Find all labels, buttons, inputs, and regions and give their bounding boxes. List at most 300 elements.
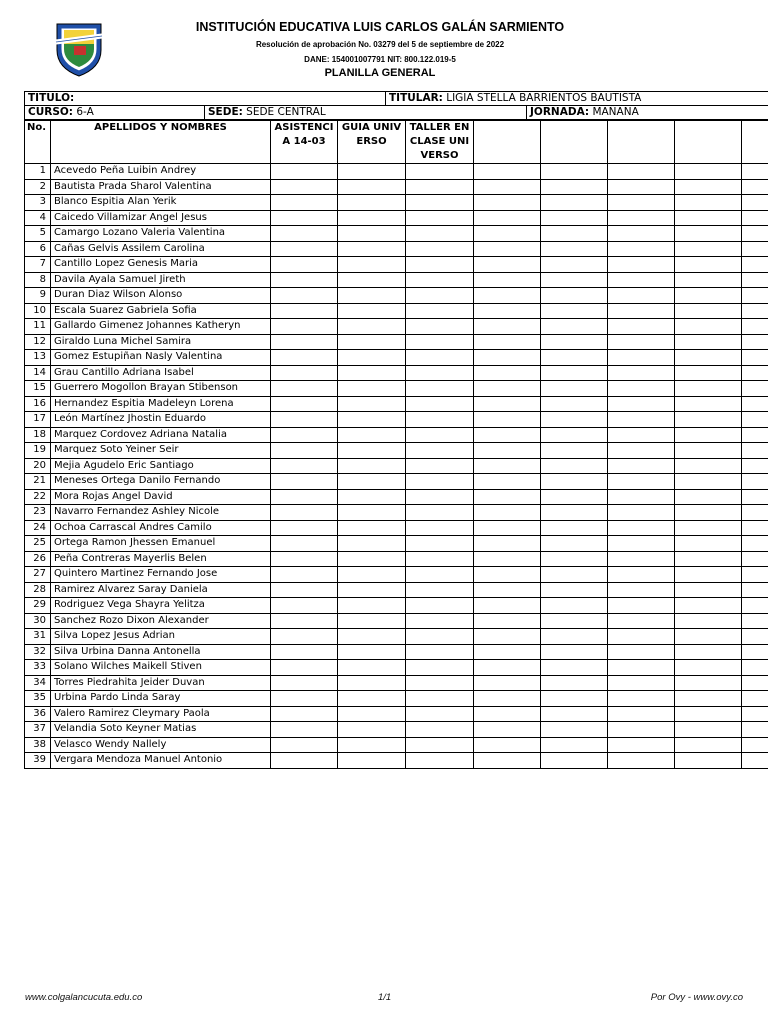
- grade-cell[interactable]: [541, 179, 608, 195]
- grade-cell[interactable]: [675, 365, 742, 381]
- grade-cell[interactable]: [541, 319, 608, 335]
- grade-cell[interactable]: [742, 675, 768, 691]
- grade-cell[interactable]: [406, 598, 474, 614]
- grade-cell[interactable]: [338, 551, 406, 567]
- grade-cell[interactable]: [474, 675, 541, 691]
- grade-cell[interactable]: [675, 350, 742, 366]
- grade-cell[interactable]: [474, 629, 541, 645]
- grade-cell[interactable]: [271, 319, 338, 335]
- grade-cell[interactable]: [271, 598, 338, 614]
- grade-cell[interactable]: [541, 551, 608, 567]
- grade-cell[interactable]: [271, 272, 338, 288]
- grade-cell[interactable]: [608, 288, 675, 304]
- grade-cell[interactable]: [675, 427, 742, 443]
- grade-cell[interactable]: [271, 629, 338, 645]
- grade-cell[interactable]: [675, 536, 742, 552]
- grade-cell[interactable]: [338, 210, 406, 226]
- grade-cell[interactable]: [541, 567, 608, 583]
- grade-cell[interactable]: [675, 319, 742, 335]
- grade-cell[interactable]: [338, 567, 406, 583]
- grade-cell[interactable]: [742, 644, 768, 660]
- grade-cell[interactable]: [541, 257, 608, 273]
- grade-cell[interactable]: [338, 427, 406, 443]
- grade-cell[interactable]: [338, 303, 406, 319]
- grade-cell[interactable]: [541, 365, 608, 381]
- grade-cell[interactable]: [742, 753, 768, 769]
- grade-cell[interactable]: [338, 319, 406, 335]
- grade-cell[interactable]: [406, 551, 474, 567]
- grade-cell[interactable]: [742, 396, 768, 412]
- grade-cell[interactable]: [608, 474, 675, 490]
- grade-cell[interactable]: [406, 334, 474, 350]
- grade-cell[interactable]: [541, 195, 608, 211]
- grade-cell[interactable]: [474, 365, 541, 381]
- grade-cell[interactable]: [608, 458, 675, 474]
- grade-cell[interactable]: [338, 412, 406, 428]
- grade-cell[interactable]: [541, 722, 608, 738]
- grade-cell[interactable]: [742, 381, 768, 397]
- grade-cell[interactable]: [742, 303, 768, 319]
- grade-cell[interactable]: [742, 536, 768, 552]
- grade-cell[interactable]: [406, 629, 474, 645]
- grade-cell[interactable]: [541, 458, 608, 474]
- grade-cell[interactable]: [675, 272, 742, 288]
- grade-cell[interactable]: [271, 241, 338, 257]
- grade-cell[interactable]: [271, 195, 338, 211]
- grade-cell[interactable]: [675, 412, 742, 428]
- grade-cell[interactable]: [608, 257, 675, 273]
- grade-cell[interactable]: [541, 381, 608, 397]
- grade-cell[interactable]: [406, 567, 474, 583]
- grade-cell[interactable]: [675, 474, 742, 490]
- grade-cell[interactable]: [474, 505, 541, 521]
- grade-cell[interactable]: [474, 164, 541, 180]
- grade-cell[interactable]: [338, 334, 406, 350]
- grade-cell[interactable]: [271, 706, 338, 722]
- grade-cell[interactable]: [541, 737, 608, 753]
- grade-cell[interactable]: [271, 474, 338, 490]
- grade-cell[interactable]: [675, 334, 742, 350]
- grade-cell[interactable]: [742, 427, 768, 443]
- grade-cell[interactable]: [338, 288, 406, 304]
- grade-cell[interactable]: [742, 195, 768, 211]
- grade-cell[interactable]: [742, 551, 768, 567]
- grade-cell[interactable]: [271, 226, 338, 242]
- grade-cell[interactable]: [271, 257, 338, 273]
- grade-cell[interactable]: [406, 706, 474, 722]
- grade-cell[interactable]: [675, 567, 742, 583]
- grade-cell[interactable]: [675, 458, 742, 474]
- grade-cell[interactable]: [474, 706, 541, 722]
- grade-cell[interactable]: [271, 443, 338, 459]
- grade-cell[interactable]: [474, 427, 541, 443]
- grade-cell[interactable]: [608, 427, 675, 443]
- grade-cell[interactable]: [474, 474, 541, 490]
- grade-cell[interactable]: [675, 195, 742, 211]
- grade-cell[interactable]: [608, 226, 675, 242]
- grade-cell[interactable]: [742, 660, 768, 676]
- grade-cell[interactable]: [474, 582, 541, 598]
- grade-cell[interactable]: [541, 241, 608, 257]
- grade-cell[interactable]: [742, 164, 768, 180]
- grade-cell[interactable]: [541, 505, 608, 521]
- grade-cell[interactable]: [406, 737, 474, 753]
- grade-cell[interactable]: [608, 195, 675, 211]
- grade-cell[interactable]: [271, 334, 338, 350]
- grade-cell[interactable]: [675, 241, 742, 257]
- grade-cell[interactable]: [541, 753, 608, 769]
- grade-cell[interactable]: [541, 303, 608, 319]
- grade-cell[interactable]: [608, 629, 675, 645]
- grade-cell[interactable]: [271, 412, 338, 428]
- grade-cell[interactable]: [541, 210, 608, 226]
- grade-cell[interactable]: [271, 164, 338, 180]
- grade-cell[interactable]: [675, 613, 742, 629]
- grade-cell[interactable]: [406, 722, 474, 738]
- grade-cell[interactable]: [338, 582, 406, 598]
- grade-cell[interactable]: [608, 675, 675, 691]
- grade-cell[interactable]: [338, 474, 406, 490]
- grade-cell[interactable]: [541, 536, 608, 552]
- grade-cell[interactable]: [675, 644, 742, 660]
- grade-cell[interactable]: [474, 272, 541, 288]
- grade-cell[interactable]: [742, 737, 768, 753]
- grade-cell[interactable]: [608, 303, 675, 319]
- grade-cell[interactable]: [608, 598, 675, 614]
- grade-cell[interactable]: [338, 350, 406, 366]
- grade-cell[interactable]: [541, 226, 608, 242]
- grade-cell[interactable]: [271, 427, 338, 443]
- grade-cell[interactable]: [608, 505, 675, 521]
- grade-cell[interactable]: [338, 381, 406, 397]
- grade-cell[interactable]: [675, 505, 742, 521]
- grade-cell[interactable]: [608, 381, 675, 397]
- grade-cell[interactable]: [474, 195, 541, 211]
- grade-cell[interactable]: [271, 737, 338, 753]
- grade-cell[interactable]: [675, 753, 742, 769]
- grade-cell[interactable]: [338, 226, 406, 242]
- grade-cell[interactable]: [541, 706, 608, 722]
- grade-cell[interactable]: [608, 520, 675, 536]
- grade-cell[interactable]: [608, 210, 675, 226]
- grade-cell[interactable]: [406, 350, 474, 366]
- grade-cell[interactable]: [474, 257, 541, 273]
- grade-cell[interactable]: [675, 675, 742, 691]
- grade-cell[interactable]: [338, 675, 406, 691]
- grade-cell[interactable]: [474, 737, 541, 753]
- grade-cell[interactable]: [608, 241, 675, 257]
- grade-cell[interactable]: [271, 489, 338, 505]
- grade-cell[interactable]: [608, 582, 675, 598]
- grade-cell[interactable]: [742, 582, 768, 598]
- grade-cell[interactable]: [406, 427, 474, 443]
- grade-cell[interactable]: [608, 567, 675, 583]
- grade-cell[interactable]: [406, 164, 474, 180]
- grade-cell[interactable]: [675, 288, 742, 304]
- grade-cell[interactable]: [608, 613, 675, 629]
- grade-cell[interactable]: [406, 319, 474, 335]
- grade-cell[interactable]: [406, 241, 474, 257]
- grade-cell[interactable]: [406, 272, 474, 288]
- grade-cell[interactable]: [742, 319, 768, 335]
- grade-cell[interactable]: [608, 737, 675, 753]
- grade-cell[interactable]: [338, 722, 406, 738]
- grade-cell[interactable]: [675, 396, 742, 412]
- grade-cell[interactable]: [474, 179, 541, 195]
- grade-cell[interactable]: [608, 334, 675, 350]
- grade-cell[interactable]: [675, 737, 742, 753]
- grade-cell[interactable]: [474, 381, 541, 397]
- grade-cell[interactable]: [675, 706, 742, 722]
- grade-cell[interactable]: [541, 675, 608, 691]
- grade-cell[interactable]: [675, 551, 742, 567]
- grade-cell[interactable]: [474, 350, 541, 366]
- grade-cell[interactable]: [474, 520, 541, 536]
- grade-cell[interactable]: [742, 412, 768, 428]
- grade-cell[interactable]: [675, 629, 742, 645]
- grade-cell[interactable]: [742, 443, 768, 459]
- grade-cell[interactable]: [742, 458, 768, 474]
- grade-cell[interactable]: [608, 396, 675, 412]
- grade-cell[interactable]: [541, 520, 608, 536]
- grade-cell[interactable]: [608, 722, 675, 738]
- grade-cell[interactable]: [608, 753, 675, 769]
- grade-cell[interactable]: [742, 722, 768, 738]
- grade-cell[interactable]: [541, 350, 608, 366]
- grade-cell[interactable]: [742, 691, 768, 707]
- grade-cell[interactable]: [608, 489, 675, 505]
- grade-cell[interactable]: [474, 334, 541, 350]
- grade-cell[interactable]: [406, 505, 474, 521]
- grade-cell[interactable]: [675, 257, 742, 273]
- grade-cell[interactable]: [338, 179, 406, 195]
- grade-cell[interactable]: [406, 365, 474, 381]
- grade-cell[interactable]: [338, 396, 406, 412]
- grade-cell[interactable]: [271, 365, 338, 381]
- grade-cell[interactable]: [742, 613, 768, 629]
- grade-cell[interactable]: [338, 489, 406, 505]
- grade-cell[interactable]: [541, 474, 608, 490]
- grade-cell[interactable]: [271, 644, 338, 660]
- grade-cell[interactable]: [474, 613, 541, 629]
- grade-cell[interactable]: [474, 396, 541, 412]
- grade-cell[interactable]: [338, 706, 406, 722]
- grade-cell[interactable]: [742, 629, 768, 645]
- grade-cell[interactable]: [541, 288, 608, 304]
- grade-cell[interactable]: [474, 753, 541, 769]
- grade-cell[interactable]: [406, 226, 474, 242]
- grade-cell[interactable]: [742, 365, 768, 381]
- grade-cell[interactable]: [338, 458, 406, 474]
- grade-cell[interactable]: [406, 675, 474, 691]
- grade-cell[interactable]: [608, 443, 675, 459]
- grade-cell[interactable]: [338, 536, 406, 552]
- grade-cell[interactable]: [338, 629, 406, 645]
- grade-cell[interactable]: [742, 257, 768, 273]
- grade-cell[interactable]: [675, 722, 742, 738]
- grade-cell[interactable]: [675, 210, 742, 226]
- grade-cell[interactable]: [271, 753, 338, 769]
- grade-cell[interactable]: [406, 613, 474, 629]
- grade-cell[interactable]: [474, 303, 541, 319]
- grade-cell[interactable]: [338, 505, 406, 521]
- grade-cell[interactable]: [406, 288, 474, 304]
- grade-cell[interactable]: [271, 288, 338, 304]
- grade-cell[interactable]: [675, 489, 742, 505]
- grade-cell[interactable]: [742, 334, 768, 350]
- grade-cell[interactable]: [742, 210, 768, 226]
- grade-cell[interactable]: [608, 412, 675, 428]
- grade-cell[interactable]: [541, 691, 608, 707]
- grade-cell[interactable]: [406, 381, 474, 397]
- grade-cell[interactable]: [675, 691, 742, 707]
- grade-cell[interactable]: [742, 288, 768, 304]
- grade-cell[interactable]: [742, 241, 768, 257]
- grade-cell[interactable]: [271, 567, 338, 583]
- grade-cell[interactable]: [608, 691, 675, 707]
- grade-cell[interactable]: [338, 737, 406, 753]
- grade-cell[interactable]: [338, 195, 406, 211]
- grade-cell[interactable]: [675, 582, 742, 598]
- grade-cell[interactable]: [541, 613, 608, 629]
- grade-cell[interactable]: [271, 179, 338, 195]
- grade-cell[interactable]: [675, 443, 742, 459]
- grade-cell[interactable]: [271, 381, 338, 397]
- grade-cell[interactable]: [406, 691, 474, 707]
- grade-cell[interactable]: [406, 396, 474, 412]
- grade-cell[interactable]: [742, 706, 768, 722]
- grade-cell[interactable]: [541, 489, 608, 505]
- grade-cell[interactable]: [338, 520, 406, 536]
- grade-cell[interactable]: [608, 706, 675, 722]
- grade-cell[interactable]: [338, 753, 406, 769]
- grade-cell[interactable]: [474, 489, 541, 505]
- grade-cell[interactable]: [541, 644, 608, 660]
- grade-cell[interactable]: [406, 520, 474, 536]
- grade-cell[interactable]: [406, 210, 474, 226]
- grade-cell[interactable]: [541, 412, 608, 428]
- grade-cell[interactable]: [406, 582, 474, 598]
- grade-cell[interactable]: [271, 458, 338, 474]
- grade-cell[interactable]: [742, 598, 768, 614]
- grade-cell[interactable]: [271, 613, 338, 629]
- grade-cell[interactable]: [675, 520, 742, 536]
- grade-cell[interactable]: [406, 195, 474, 211]
- grade-cell[interactable]: [608, 660, 675, 676]
- grade-cell[interactable]: [406, 303, 474, 319]
- grade-cell[interactable]: [271, 520, 338, 536]
- grade-cell[interactable]: [474, 598, 541, 614]
- grade-cell[interactable]: [338, 660, 406, 676]
- grade-cell[interactable]: [742, 226, 768, 242]
- grade-cell[interactable]: [271, 675, 338, 691]
- grade-cell[interactable]: [541, 443, 608, 459]
- grade-cell[interactable]: [271, 582, 338, 598]
- grade-cell[interactable]: [474, 551, 541, 567]
- grade-cell[interactable]: [338, 241, 406, 257]
- grade-cell[interactable]: [406, 644, 474, 660]
- grade-cell[interactable]: [406, 179, 474, 195]
- grade-cell[interactable]: [608, 536, 675, 552]
- grade-cell[interactable]: [675, 598, 742, 614]
- grade-cell[interactable]: [608, 644, 675, 660]
- grade-cell[interactable]: [541, 598, 608, 614]
- grade-cell[interactable]: [338, 613, 406, 629]
- grade-cell[interactable]: [541, 396, 608, 412]
- grade-cell[interactable]: [271, 551, 338, 567]
- grade-cell[interactable]: [271, 660, 338, 676]
- grade-cell[interactable]: [742, 474, 768, 490]
- grade-cell[interactable]: [338, 365, 406, 381]
- grade-cell[interactable]: [474, 458, 541, 474]
- grade-cell[interactable]: [474, 660, 541, 676]
- grade-cell[interactable]: [608, 551, 675, 567]
- grade-cell[interactable]: [742, 520, 768, 536]
- grade-cell[interactable]: [474, 412, 541, 428]
- grade-cell[interactable]: [271, 210, 338, 226]
- grade-cell[interactable]: [406, 257, 474, 273]
- grade-cell[interactable]: [406, 753, 474, 769]
- grade-cell[interactable]: [541, 164, 608, 180]
- grade-cell[interactable]: [541, 629, 608, 645]
- grade-cell[interactable]: [271, 303, 338, 319]
- grade-cell[interactable]: [338, 644, 406, 660]
- grade-cell[interactable]: [406, 458, 474, 474]
- grade-cell[interactable]: [474, 226, 541, 242]
- grade-cell[interactable]: [406, 443, 474, 459]
- grade-cell[interactable]: [474, 210, 541, 226]
- grade-cell[interactable]: [541, 272, 608, 288]
- grade-cell[interactable]: [406, 660, 474, 676]
- grade-cell[interactable]: [742, 489, 768, 505]
- grade-cell[interactable]: [541, 427, 608, 443]
- grade-cell[interactable]: [406, 489, 474, 505]
- grade-cell[interactable]: [675, 164, 742, 180]
- grade-cell[interactable]: [608, 350, 675, 366]
- grade-cell[interactable]: [608, 365, 675, 381]
- grade-cell[interactable]: [338, 598, 406, 614]
- grade-cell[interactable]: [271, 350, 338, 366]
- grade-cell[interactable]: [474, 567, 541, 583]
- grade-cell[interactable]: [338, 164, 406, 180]
- grade-cell[interactable]: [742, 179, 768, 195]
- grade-cell[interactable]: [541, 334, 608, 350]
- grade-cell[interactable]: [271, 722, 338, 738]
- grade-cell[interactable]: [608, 319, 675, 335]
- grade-cell[interactable]: [406, 412, 474, 428]
- grade-cell[interactable]: [742, 505, 768, 521]
- grade-cell[interactable]: [474, 319, 541, 335]
- grade-cell[interactable]: [474, 722, 541, 738]
- grade-cell[interactable]: [271, 536, 338, 552]
- grade-cell[interactable]: [474, 644, 541, 660]
- grade-cell[interactable]: [608, 164, 675, 180]
- grade-cell[interactable]: [474, 443, 541, 459]
- grade-cell[interactable]: [608, 179, 675, 195]
- grade-cell[interactable]: [675, 660, 742, 676]
- grade-cell[interactable]: [406, 474, 474, 490]
- grade-cell[interactable]: [675, 303, 742, 319]
- grade-cell[interactable]: [608, 272, 675, 288]
- grade-cell[interactable]: [271, 691, 338, 707]
- grade-cell[interactable]: [474, 241, 541, 257]
- grade-cell[interactable]: [742, 567, 768, 583]
- grade-cell[interactable]: [541, 660, 608, 676]
- grade-cell[interactable]: [541, 582, 608, 598]
- grade-cell[interactable]: [338, 257, 406, 273]
- grade-cell[interactable]: [338, 691, 406, 707]
- grade-cell[interactable]: [474, 691, 541, 707]
